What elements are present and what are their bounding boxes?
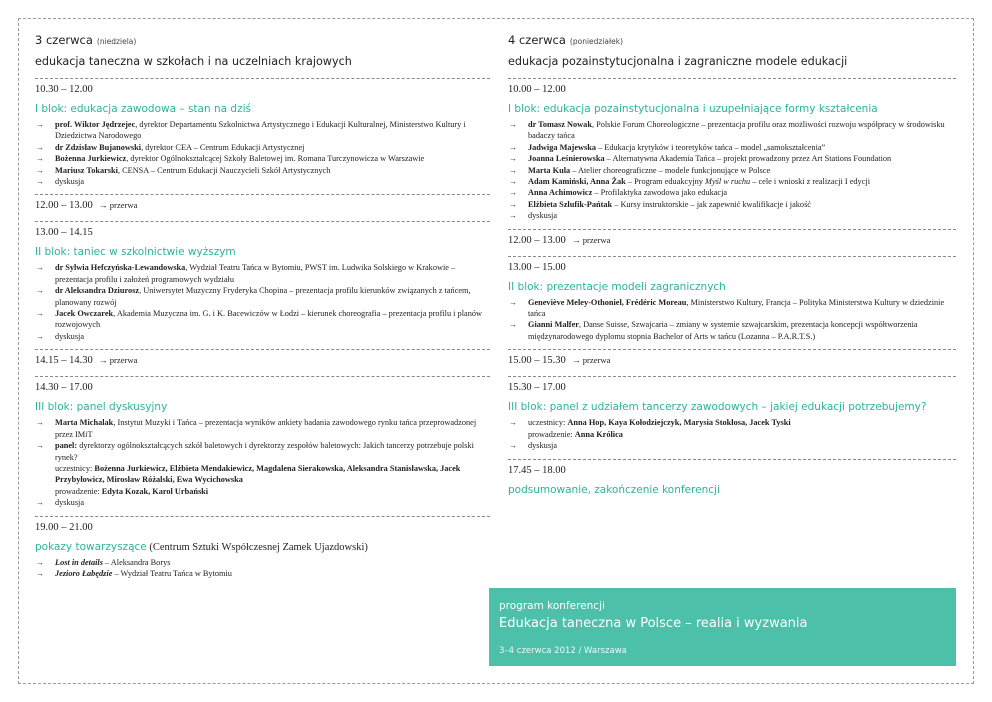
footer-label: program konferencji [499, 600, 605, 612]
day1-slot1-list [35, 119, 490, 187]
arrow-right-icon: → [509, 142, 517, 152]
arrow-right-icon: → [509, 154, 517, 164]
list-item: → Elżbieta Szlufik-Pańtak – Kursy instruktorskie – jak zapewnić kwalifikacje i jakość [509, 199, 811, 209]
arrow-right-icon: → [509, 165, 517, 175]
footer-title: Edukacja taneczna w Polsce – realia i wyzwania [499, 616, 808, 631]
list-item: → dyskusja [36, 331, 85, 341]
list-item: → Lost in details – Aleksandra Borys [36, 557, 171, 567]
arrow-right-icon: → [98, 200, 108, 211]
day1-weekday: (niedziela) [96, 37, 137, 46]
day2-break2-time: 15.00 – 15.30 [508, 355, 566, 367]
day2-break2-label: przerwa [582, 355, 611, 366]
day1-slot4-venue: (Centrum Sztuki Współczesnej Zamek Ujazdowski) [146, 541, 368, 553]
day1-theme: edukacja taneczna w szkołach i na uczelniach krajowych [35, 55, 352, 68]
separator [35, 221, 490, 222]
list-item: → dr Sylwia Hefczyńska-Lewandowska, Wydział Teatru Tańca w Bytomiu, PWST im. Ludwika Solskiego w Krakowie – prezentacja profilu i założeń programowych wydziału [36, 263, 456, 284]
panel-host: prowadzenie: Anna Królica [528, 429, 623, 439]
separator [35, 516, 490, 517]
day2-theme: edukacja pozainstytucjonalna i zagraniczne modele edukacji [508, 55, 848, 68]
list-item: → Jacek Owczarek, Akademia Muzyczna im. G. i K. Bacewiczów w Łodzi – kierunek choreografia – prezentacja profilu i planów rozwojowych [36, 309, 482, 330]
arrow-right-icon: → [509, 297, 517, 307]
day1-slot4-list [35, 557, 490, 580]
day1-slot3-time: 14.30 – 17.00 [35, 382, 93, 394]
list-item: → dr Aleksandra Dziurosz, Uniwersytet Muzyczny Fryderyka Chopina – prezentacja profilu kierunków związanych z tańcem, planowany rozwój [36, 286, 471, 307]
arrow-right-icon: → [36, 142, 44, 152]
day2-weekday: (poniedziałek) [569, 37, 624, 46]
list-item: → Bożenna Jurkiewicz, dyrektor Ogólnokształcącej Szkoły Baletowej im. Romana Turczynowicza w Warszawie [36, 154, 425, 164]
separator [35, 376, 490, 377]
day1-slot2-title: II blok: taniec w szkolnictwie wyższym [35, 246, 236, 259]
arrow-right-icon: → [571, 234, 581, 245]
list-item: → panel: dyrektorzy ogólnokształcących szkół baletowych i dyrektorzy zespołów baletowych: Jakich tancerzy potrzebuje polski rynek? uczestnicy: Bożenna Jurkiewicz, Elżbieta Mendakiewicz, Magdalena Sierakowska, Aleksandra Stanisławska, Jacek Przybyłowicz, Mirosław Różalski, Ewa Wycichowska prowadzenie: Edyta Kozak, Karol Urbański [35, 440, 490, 497]
day1-slot4-title [35, 541, 490, 556]
arrow-right-icon: → [36, 557, 44, 567]
separator [508, 349, 956, 350]
day1-break1-label: przerwa [109, 200, 138, 211]
arrow-right-icon: → [571, 355, 581, 366]
day2-date-text: 4 czerwca [508, 33, 566, 47]
day2-slot4-title: podsumowanie, zakończenie konferencji [508, 483, 720, 496]
day2-date [508, 33, 956, 49]
day2-slot1-list [508, 119, 956, 222]
day1-date [35, 33, 490, 49]
list-item: → Jezioro Łabędzie – Wydział Teatru Tańca w Bytomiu [36, 568, 232, 578]
list-item: → dr Tomasz Nowak, Polskie Forum Choreologiczne – prezentacja profilu oraz możliwości rozwoju współpracy w środowisku badaczy tańca [509, 120, 945, 141]
day2-slot3-list [508, 417, 956, 451]
arrow-right-icon: → [509, 188, 517, 198]
list-item: → dyskusja [36, 498, 85, 508]
separator [508, 256, 956, 257]
arrow-right-icon: → [36, 120, 44, 129]
day2-break2 [508, 355, 956, 369]
day1-column [35, 33, 490, 579]
day2-slot2-time: 13.00 – 15.00 [508, 261, 566, 273]
day1-slot3-title: III blok: panel dyskusyjny [35, 401, 168, 414]
arrow-right-icon: → [36, 568, 44, 578]
list-item: → Mariusz Tokarski, CENSA – Centrum Edukacji Nauczycieli Szkół Artystycznych [36, 165, 331, 175]
day1-break1 [35, 200, 490, 214]
list-item: → prof. Wiktor Jędrzejec, dyrektor Departamentu Szkolnictwa Artystycznego i Edukacji Kulturalnej, Ministerstwo Kultury i Dziedzictwa Narodowego [36, 120, 466, 141]
day2-slot2-list [508, 297, 956, 343]
footer-banner [489, 588, 956, 666]
day1-slot1-title: I blok: edukacja zawodowa – stan na dziś [35, 103, 251, 115]
list-item: → dyskusja [36, 177, 85, 187]
list-item: → Geneviève Meley-Othoniel, Frédéric Moreau, Ministerstwo Kultury, Francja – Polityka Ministerstwa Kultury w dziedzinie tańca [509, 297, 945, 319]
program-frame [18, 18, 974, 684]
arrow-right-icon: → [36, 177, 44, 187]
arrow-right-icon: → [98, 355, 108, 366]
list-item: → dyskusja [509, 441, 558, 451]
day2-slot3-title: III blok: panel z udziałem tancerzy zawodowych – jakiej edukacji potrzebujemy? [508, 401, 927, 414]
day1-slot2-time: 13.00 – 14.15 [35, 227, 93, 239]
arrow-right-icon: → [509, 441, 517, 451]
separator [508, 78, 956, 79]
arrow-right-icon: → [36, 418, 44, 428]
day2-slot3-time: 15.30 – 17.00 [508, 382, 566, 394]
day2-slot1-title: I blok: edukacja pozainstytucjonalna i uzupełniające formy kształcenia [508, 103, 878, 115]
list-item: → dyskusja [509, 211, 558, 221]
arrow-right-icon: → [509, 418, 517, 428]
day1-break2 [35, 355, 490, 369]
day2-break1 [508, 235, 956, 249]
list-item: → Joanna Leśnierowska – Alternatywna Akademia Tańca – projekt prowadzony przez Art Stations Foundation [509, 154, 892, 164]
arrow-right-icon: → [509, 177, 517, 187]
arrow-right-icon: → [36, 498, 44, 508]
separator [35, 194, 490, 195]
day1-break2-label: przerwa [109, 355, 138, 366]
list-item: → Anna Achimowicz – Profilaktyka zawodowa jako edukacja [509, 188, 728, 198]
arrow-right-icon: → [36, 309, 44, 319]
separator [508, 229, 956, 230]
day1-slot1-time: 10.30 – 12.00 [35, 84, 93, 95]
footer-date-place: 3–4 czerwca 2012 / Warszawa [499, 646, 627, 656]
arrow-right-icon: → [36, 263, 44, 273]
arrow-right-icon: → [36, 441, 44, 451]
day2-slot2-title: II blok: prezentacje modeli zagranicznych [508, 280, 726, 293]
list-item: → dr Zdzisław Bujanowski, dyrektor CEA – Centrum Edukacji Artystycznej [36, 142, 305, 152]
list-item: → Gianni Malfer, Danse Suisse, Szwajcaria – zmiany w systemie szwajcarskim, prezentacja koncepcji współtworzenia międzynarodowego dyplomu stopnia Bachelor of Arts w tańcu (Lozanna – P.A.R.T.S.) [509, 320, 918, 341]
separator [35, 78, 490, 79]
day1-slot2-list [35, 262, 490, 342]
list-item: → Marta Kula – Atelier choreograficzne – modele funkcjonujące w Polsce [509, 165, 771, 175]
separator [35, 349, 490, 350]
day1-slot4-title-text: pokazy towarzyszące [35, 540, 147, 553]
day2-break1-label: przerwa [582, 234, 611, 245]
panel-participants: uczestnicy: Bożenna Jurkiewicz, Elżbieta Mendakiewicz, Magdalena Sierakowska, Aleksandra Stanisławska, Jacek Przybyłowicz, Mirosław Różalski, Ewa Wycichowska [55, 463, 461, 485]
separator [508, 459, 956, 460]
panel-host: prowadzenie: Edyta Kozak, Karol Urbański [55, 486, 209, 496]
day2-column [508, 33, 956, 499]
day2-slot4-time: 17.45 – 18.00 [508, 464, 566, 476]
list-item: → Marta Michalak, Instytut Muzyki i Tańca – prezentacja wyników ankiety badania zawodowego rynku tańca przeprowadzonej przez IMiT [36, 418, 477, 439]
day1-slot3-list [35, 417, 490, 508]
arrow-right-icon: → [36, 286, 44, 296]
day2-break1-time: 12.00 – 13.00 [508, 234, 566, 246]
list-item: → Jadwiga Majewska – Edukacja krytyków i teoretyków tańca – model „samokształcenia” [509, 142, 826, 152]
day1-slot4-time: 19.00 – 21.00 [35, 521, 93, 533]
arrow-right-icon: → [36, 154, 44, 164]
separator [508, 376, 956, 377]
day1-break2-time: 14.15 – 14.30 [35, 355, 93, 367]
list-item: → Adam Kamiński, Anna Żak – Program eduakcyjny Myśl w ruchu – cele i wnioski z realizacji I edycji [509, 177, 870, 187]
arrow-right-icon: → [509, 320, 517, 330]
arrow-right-icon: → [509, 211, 517, 221]
arrow-right-icon: → [509, 120, 517, 129]
day1-date-text: 3 czerwca [35, 33, 93, 47]
list-item: → uczestnicy: Anna Hop, Kaya Kołodziejczyk, Marysia Stokłosa, Jacek Tyski prowadzenie: Anna Królica [508, 417, 956, 440]
arrow-right-icon: → [36, 165, 44, 175]
day1-break1-time: 12.00 – 13.00 [35, 200, 93, 212]
arrow-right-icon: → [36, 331, 44, 341]
day2-slot1-time: 10.00 – 12.00 [508, 84, 566, 95]
arrow-right-icon: → [509, 199, 517, 209]
